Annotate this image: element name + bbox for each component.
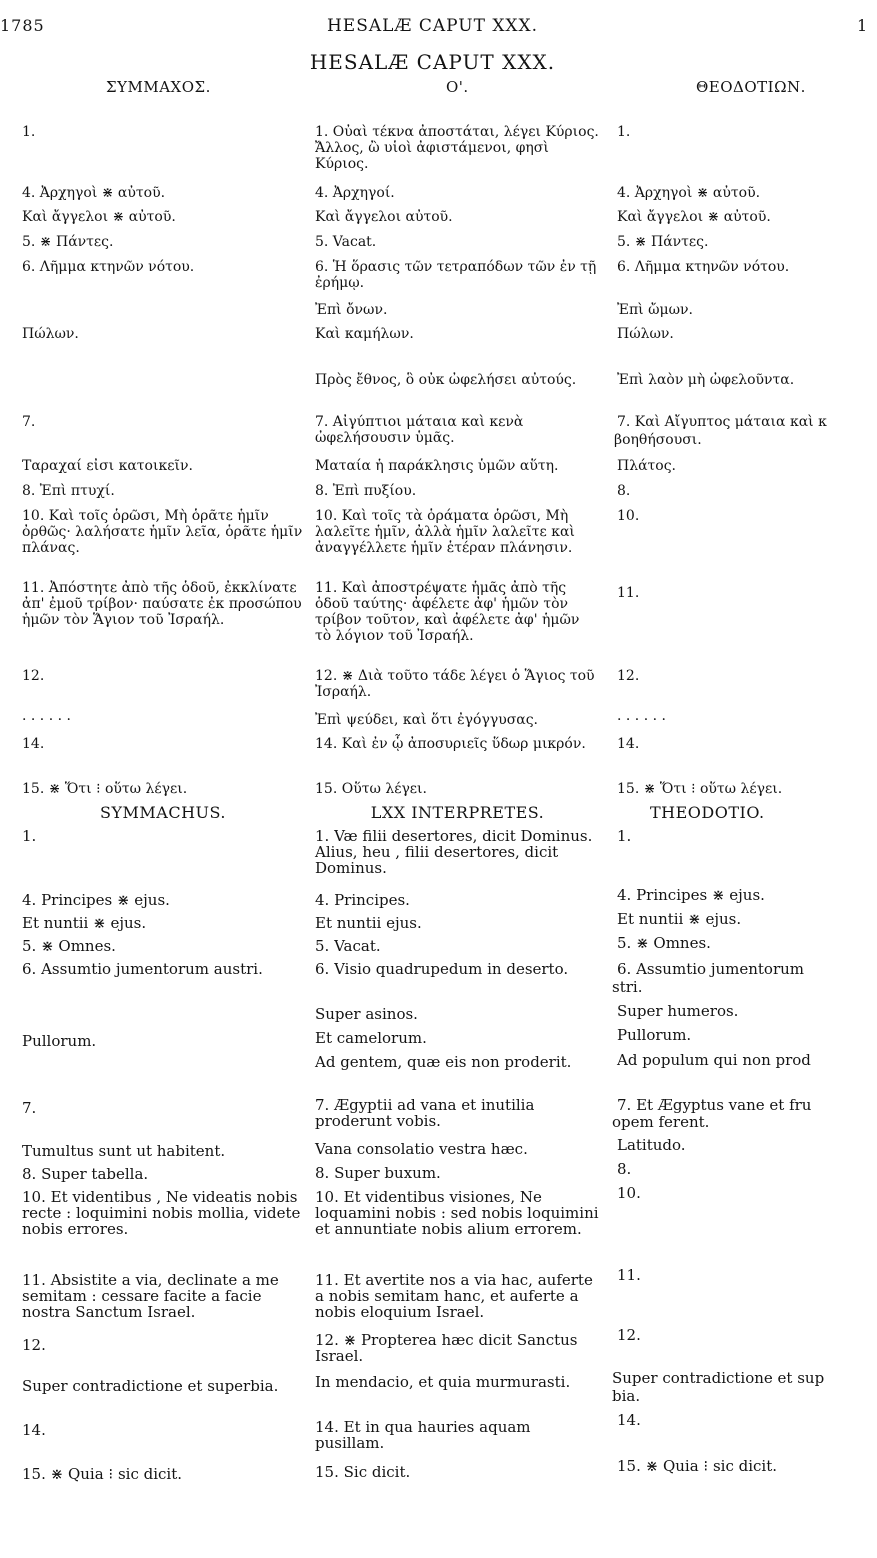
latin-septuagint-verse: In mendacio, et quia murmurasti.: [315, 1373, 571, 1391]
latin-theodotion-verse: 10.: [617, 1184, 641, 1202]
latin-theodotion-verse: Ad populum qui non prod: [617, 1051, 811, 1069]
greek-theodotion-verse: Ἐπὶ λαὸν μὴ ὠφελοῦντα.: [617, 372, 795, 388]
latin-septuagint-verse: Et nuntii ejus.: [315, 914, 422, 932]
latin-septuagint-verse: 1. Væ filii desertores, dicit Dominus. Alius, heu , filii desertores, dicit Dominus.: [315, 827, 593, 877]
latin-theodotion-verse: stri.: [612, 978, 643, 996]
greek-septuagint-verse: 12. ⋇ Διὰ τοῦτο τάδε λέγει ὁ Ἅγιος τοῦ Ἰσραήλ.: [315, 668, 595, 700]
latin-symmachus-verse: 11. Absistite a via, declinate a me semitam : cessare facite a facie nostra Sanctum Israel.: [22, 1271, 279, 1321]
greek-septuagint-verse: Ἐπὶ ὄνων.: [315, 302, 388, 318]
latin-symmachus-verse: Super contradictione et superbia.: [22, 1377, 279, 1395]
latin-theodotion-verse: Super contradictione et sup: [612, 1369, 825, 1387]
greek-theodotion-verse: 12.: [617, 668, 640, 684]
greek-theodotion-verse: βοηθήσουσι.: [614, 432, 702, 448]
greek-septuagint-verse: Πρὸς ἔθνος, ὃ οὐκ ὠφελήσει αὐτούς.: [315, 372, 577, 388]
greek-theodotion-verse: 6. Λῆμμα κτηνῶν νότου.: [617, 259, 790, 275]
latin-head-theodotion: THEODOTIO.: [650, 803, 765, 822]
latin-head-septuagint: LXX INTERPRETES.: [370, 803, 545, 822]
greek-theodotion-verse: 11.: [617, 585, 640, 601]
latin-theodotion-verse: Latitudo.: [617, 1136, 686, 1154]
greek-theodotion-verse: 4. Ἀρχηγοὶ ⋇ αὐτοῦ.: [617, 185, 761, 201]
latin-theodotion-verse: bia.: [612, 1387, 641, 1405]
latin-septuagint-verse: Super asinos.: [315, 1005, 418, 1023]
latin-septuagint-verse: 12. ⋇ Propterea hæc dicit Sanctus Israel.: [315, 1331, 578, 1365]
latin-septuagint-verse: 15. Sic dicit.: [315, 1463, 411, 1481]
greek-symmachus-verse: Καὶ ἄγγελοι ⋇ αὐτοῦ.: [22, 209, 176, 225]
greek-theodotion-verse: 15. ⋇ Ὅτι ⁝ οὕτω λέγει.: [617, 781, 783, 797]
greek-theodotion-verse: Ἐπὶ ὤμων.: [617, 302, 693, 318]
greek-symmachus-verse: 14.: [22, 736, 45, 752]
greek-theodotion-verse: Πώλων.: [617, 326, 674, 342]
greek-septuagint-verse: Καὶ καμήλων.: [315, 326, 414, 342]
latin-theodotion-verse: 5. ⋇ Omnes.: [617, 934, 711, 952]
latin-theodotion-verse: 12.: [617, 1326, 641, 1344]
latin-septuagint-verse: 10. Et videntibus visiones, Ne loquamini nobis : sed nobis loquimini et annuntiate nobis alium errorem.: [315, 1188, 599, 1238]
latin-symmachus-verse: 8. Super tabella.: [22, 1165, 149, 1183]
greek-symmachus-verse: 15. ⋇ Ὅτι ⁝ οὕτω λέγει.: [22, 781, 188, 797]
latin-head-symmachus: SYMMACHUS.: [100, 803, 226, 822]
greek-septuagint-verse: Καὶ ἄγγελοι αὐτοῦ.: [315, 209, 453, 225]
greek-theodotion-verse: 7. Καὶ Αἴγυπτος μάταια καὶ κ: [617, 414, 827, 430]
latin-septuagint-verse: 11. Et avertite nos a via hac, auferte a nobis semitam hanc, et auferte a nobis eloquium Israel.: [315, 1271, 593, 1321]
greek-theodotion-verse: Καὶ ἄγγελοι ⋇ αὐτοῦ.: [617, 209, 771, 225]
greek-septuagint-verse: 5. Vacat.: [315, 234, 377, 250]
latin-theodotion-verse: 11.: [617, 1266, 641, 1284]
latin-symmachus-verse: 1.: [22, 827, 37, 845]
greek-septuagint-verse: 8. Ἐπὶ πυξίου.: [315, 483, 417, 499]
latin-symmachus-verse: 4. Principes ⋇ ejus.: [22, 891, 170, 909]
latin-theodotion-verse: 1.: [617, 827, 632, 845]
latin-symmachus-verse: 15. ⋇ Quia ⁝ sic dicit.: [22, 1465, 183, 1483]
chapter-title: HESALÆ CAPUT XXX.: [309, 50, 556, 74]
latin-septuagint-verse: 7. Ægyptii ad vana et inutilia proderunt vobis.: [315, 1096, 535, 1130]
latin-theodotion-verse: 15. ⋇ Quia ⁝ sic dicit.: [617, 1457, 778, 1475]
greek-symmachus-verse: 6. Λῆμμα κτηνῶν νότου.: [22, 259, 195, 275]
greek-septuagint-verse: 4. Ἀρχηγοί.: [315, 185, 395, 201]
greek-theodotion-verse: 8.: [617, 483, 631, 499]
latin-symmachus-verse: 10. Et videntibus , Ne videatis nobis recte : loquimini nobis mollia, videte nobis errores.: [22, 1188, 301, 1238]
greek-symmachus-verse: 5. ⋇ Πάντες.: [22, 234, 114, 250]
column-head-theodotion: ΘΕΟΔΟΤΙΩΝ.: [696, 78, 806, 96]
latin-symmachus-verse: 7.: [22, 1099, 37, 1117]
greek-symmachus-verse: Ταραχαί εἰσι κατοικεῖν.: [22, 458, 193, 474]
greek-septuagint-verse: 1. Οὐαὶ τέκνα ἀποστάται, λέγει Κύριος. Ἄλλος, ὢ υἱοὶ ἀφιστάμενοι, φησὶ Κύριος.: [315, 124, 599, 172]
latin-symmachus-verse: Tumultus sunt ut habitent.: [22, 1142, 226, 1160]
greek-symmachus-verse: 12.: [22, 668, 45, 684]
greek-symmachus-verse: Πώλων.: [22, 326, 79, 342]
latin-septuagint-verse: Et camelorum.: [315, 1029, 427, 1047]
greek-theodotion-verse: · · · · · ·: [617, 712, 666, 728]
greek-septuagint-verse: Ἐπὶ ψεύδει, καὶ ὅτι ἐγόγγυσας.: [315, 712, 539, 728]
greek-symmachus-verse: 8. Ἐπὶ πτυχί.: [22, 483, 115, 499]
latin-septuagint-verse: 4. Principes.: [315, 891, 410, 909]
latin-theodotion-verse: opem ferent.: [612, 1113, 710, 1131]
greek-theodotion-verse: 14.: [617, 736, 640, 752]
latin-theodotion-verse: Pullorum.: [617, 1026, 692, 1044]
running-head: HESALÆ CAPUT XXX.: [326, 16, 539, 36]
greek-septuagint-verse: 11. Καὶ ἀποστρέψατε ἡμᾶς ἀπὸ τῆς ὁδοῦ ταύτης· ἀφέλετε ἀφ' ἡμῶν τὸν τρίβον τοῦτον, καὶ ἀφέλετε ἀφ' ἡμῶν τὸ λόγιον τοῦ Ἰσραήλ.: [315, 580, 580, 644]
latin-septuagint-verse: Ad gentem, quæ eis non proderit.: [315, 1053, 572, 1071]
greek-theodotion-verse: 1.: [617, 124, 631, 140]
greek-theodotion-verse: 5. ⋇ Πάντες.: [617, 234, 709, 250]
latin-symmachus-verse: Pullorum.: [22, 1032, 97, 1050]
latin-theodotion-verse: 6. Assumtio jumentorum: [617, 960, 805, 978]
latin-septuagint-verse: 14. Et in qua hauries aquam pusillam.: [315, 1418, 531, 1452]
latin-theodotion-verse: 14.: [617, 1411, 641, 1429]
greek-symmachus-verse: · · · · · ·: [22, 712, 71, 728]
greek-theodotion-verse: Πλάτος.: [617, 458, 677, 474]
latin-theodotion-verse: 8.: [617, 1160, 632, 1178]
latin-symmachus-verse: 6. Assumtio jumentorum austri.: [22, 960, 263, 978]
greek-symmachus-verse: 10. Καὶ τοῖς ὁρῶσι, Μὴ ὁρᾶτε ἡμῖν ὀρθῶς· λαλήσατε ἡμῖν λεῖα, ὁρᾶτε ἡμῖν πλάνας.: [22, 508, 303, 556]
latin-symmachus-verse: 14.: [22, 1421, 46, 1439]
greek-symmachus-verse: 7.: [22, 414, 36, 430]
latin-theodotion-verse: Super humeros.: [617, 1002, 739, 1020]
latin-symmachus-verse: 5. ⋇ Omnes.: [22, 937, 116, 955]
page-number-right: 1: [857, 16, 868, 35]
greek-theodotion-verse: 10.: [617, 508, 640, 524]
column-head-septuagint: Ο'.: [446, 78, 469, 96]
latin-theodotion-verse: 4. Principes ⋇ ejus.: [617, 886, 765, 904]
latin-symmachus-verse: Et nuntii ⋇ ejus.: [22, 914, 147, 932]
greek-symmachus-verse: 11. Ἀπόστητε ἀπὸ τῆς ὁδοῦ, ἐκκλίνατε ἀπ' ἐμοῦ τρίβον· παύσατε ἐκ προσώπου ἡμῶν τὸν Ἅγιον τοῦ Ἰσραήλ.: [22, 580, 302, 628]
latin-symmachus-verse: 12.: [22, 1336, 46, 1354]
latin-septuagint-verse: 5. Vacat.: [315, 937, 381, 955]
greek-septuagint-verse: 14. Καὶ ἐν ᾧ ἀποσυριεῖς ὕδωρ μικρόν.: [315, 736, 586, 752]
greek-septuagint-verse: 7. Αἰγύπτιοι μάταια καὶ κενὰ ὠφελήσουσιν ὑμᾶς.: [315, 414, 524, 446]
latin-theodotion-verse: Et nuntii ⋇ ejus.: [617, 910, 742, 928]
greek-septuagint-verse: Ματαία ἡ παράκλησις ὑμῶν αὕτη.: [315, 458, 559, 474]
greek-septuagint-verse: 10. Καὶ τοῖς τὰ ὁράματα ὁρῶσι, Μὴ λαλεῖτε ἡμῖν, ἀλλὰ ἡμῖν λαλεῖτε καὶ ἀναγγέλλετε ἡμῖν ἑτέραν πλάνησιν.: [315, 508, 575, 556]
latin-septuagint-verse: Vana consolatio vestra hæc.: [315, 1140, 528, 1158]
latin-septuagint-verse: 6. Visio quadrupedum in deserto.: [315, 960, 569, 978]
greek-septuagint-verse: 15. Οὕτω λέγει.: [315, 781, 427, 797]
latin-septuagint-verse: 8. Super buxum.: [315, 1164, 441, 1182]
greek-septuagint-verse: 6. Ἡ ὅρασις τῶν τετραπόδων τῶν ἐν τῇ ἐρήμῳ.: [315, 259, 597, 291]
greek-symmachus-verse: 4. Ἀρχηγοὶ ⋇ αὐτοῦ.: [22, 185, 166, 201]
page-number-left: 1785: [0, 16, 45, 35]
greek-symmachus-verse: 1.: [22, 124, 36, 140]
column-head-symmachus: ΣΥΜΜΑΧΟΣ.: [106, 78, 211, 96]
latin-theodotion-verse: 7. Et Ægyptus vane et fru: [617, 1096, 812, 1114]
